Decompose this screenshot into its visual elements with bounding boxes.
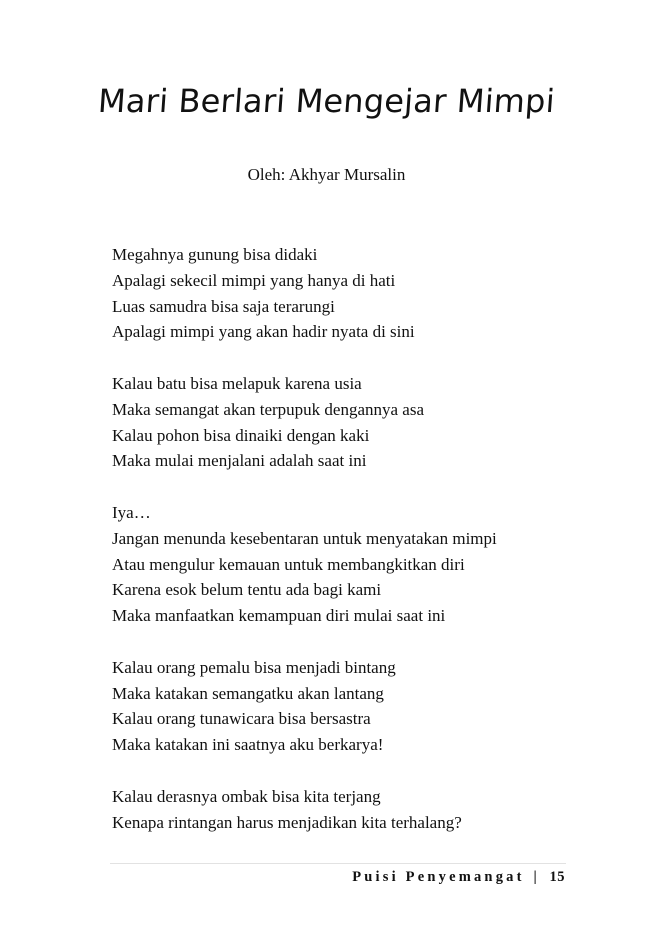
poem-line: Apalagi sekecil mimpi yang hanya di hati xyxy=(112,270,396,290)
poem-line: Luas samudra bisa saja terarungi xyxy=(112,296,335,316)
poem-line: Iya… xyxy=(112,502,151,522)
poem-line: Megahnya gunung bisa didaki xyxy=(112,245,318,264)
footer-book-title: Puisi Penyemangat xyxy=(352,869,525,885)
footer-separator: | xyxy=(533,869,537,885)
poem-line: Kalau batu bisa melapuk karena usia xyxy=(112,373,362,393)
poem-body xyxy=(112,242,592,861)
stanza-1 xyxy=(112,242,592,345)
stanza-5 xyxy=(112,784,592,836)
poem-line: Maka katakan ini saatnya aku berkarya! xyxy=(112,735,384,755)
poem-line: Jangan menunda kesebentaran untuk menyatakan mimpi xyxy=(112,528,497,548)
poem-line: Karena esok belum tentu ada bagi kami xyxy=(112,580,382,600)
poem-line: Kalau orang pemalu bisa menjadi bintang xyxy=(112,657,396,677)
poem-line: Kalau derasnya ombak bisa kita terjang xyxy=(112,786,381,806)
poem-line: Kalau orang tunawicara bisa bersastra xyxy=(112,709,371,729)
poem-line: Apalagi mimpi yang akan hadir nyata di sini xyxy=(112,322,415,342)
poem-line: Kenapa rintangan harus menjadikan kita terhalang? xyxy=(112,812,462,832)
poem-line: Kalau pohon bisa dinaiki dengan kaki xyxy=(112,425,370,445)
poem-title: Mari Berlari Mengejar Mimpi xyxy=(96,82,557,120)
page-footer xyxy=(352,869,565,886)
poem-line: Maka semangat akan terpupuk dengannya asa xyxy=(112,399,425,419)
poem-line: Maka manfaatkan kemampuan diri mulai saat ini xyxy=(112,606,446,626)
poem-line: Atau mengulur kemauan untuk membangkitkan diri xyxy=(112,554,465,574)
poem-author: Oleh: Akhyar Mursalin xyxy=(247,165,406,184)
poem-line: Maka katakan semangatku akan lantang xyxy=(112,683,384,703)
stanza-3 xyxy=(112,500,592,629)
footer-divider xyxy=(110,863,566,864)
stanza-2 xyxy=(112,371,592,474)
page-number: 15 xyxy=(549,869,565,885)
stanza-4 xyxy=(112,655,592,758)
poem-line: Maka mulai menjalani adalah saat ini xyxy=(112,451,367,471)
